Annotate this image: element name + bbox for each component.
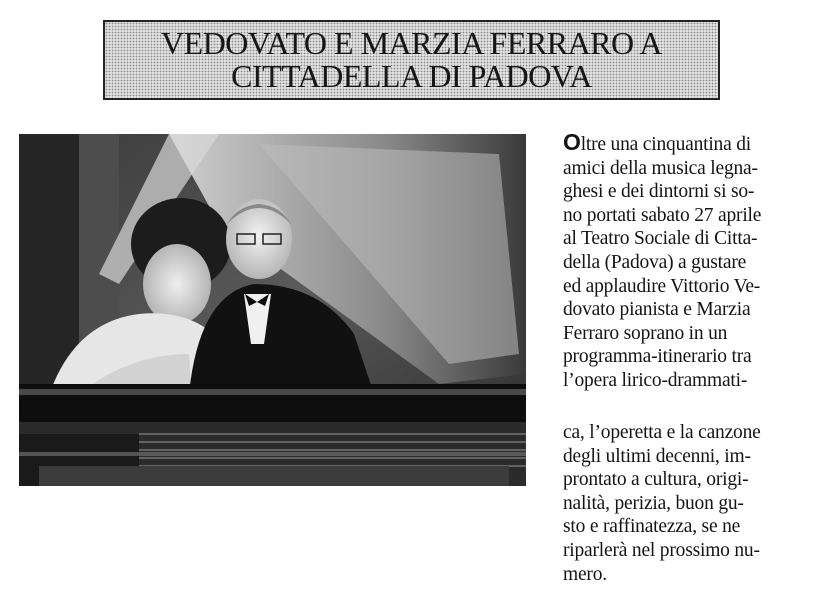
article-line: al Teatro Sociale di Citta- [563,228,758,250]
article-line: degli ultimi decenni, im- [563,445,751,467]
article-line: ca, l’operetta e la canzone [563,422,761,443]
drop-cap: O [563,129,581,155]
article-line: della (Padova) a gustare [563,251,747,273]
article-line: prontato a cultura, origi- [563,469,749,491]
article-line: programma-itinerario tra [563,346,752,368]
article-line: mero. [563,563,607,585]
article-photo [19,134,526,486]
article-line: ghesi e dei dintorni si so- [563,181,755,203]
article-line: Ferraro soprano in un [563,322,728,344]
article-line-text: ltre una cinquantina di [580,134,752,155]
article-line: sto e raffinatezza, se ne [563,516,741,538]
article-column-bottom [563,421,803,586]
article-line: no portati sabato 27 aprile [563,204,762,226]
article-line: ed applaudire Vittorio Ve- [563,275,761,297]
article-line: riparlerà nel prossimo nu- [563,539,760,561]
article-line: amici della musica legna- [563,157,758,179]
article-line: l’opera lirico-drammati- [563,369,748,391]
headline-box [103,20,720,100]
article-column-top [563,131,803,393]
article-line: nalità, perizia, buon gu- [563,492,744,514]
article-line: dovato pianista e Marzia [563,299,751,321]
headline-line-2: CITTADELLA DI PADOVA [231,58,592,94]
article-line [563,131,803,157]
headline-line-1: VEDOVATO E MARZIA FERRARO A [161,25,662,61]
headline [161,27,662,93]
